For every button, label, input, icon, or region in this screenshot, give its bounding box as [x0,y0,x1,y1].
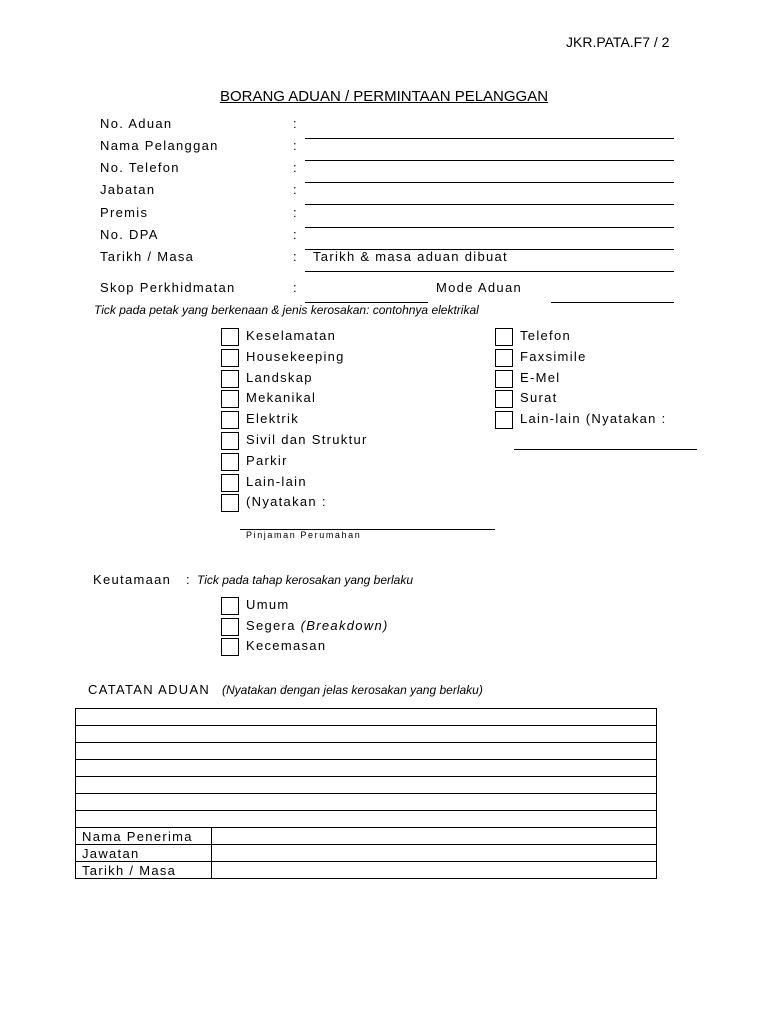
field-input-no-telefon[interactable] [305,182,674,183]
receiver-label-jawatan: Jawatan [76,845,212,862]
tick-instruction: Tick pada petak yang berkenaan & jenis kerosakan: contohnya elektrikal [94,303,479,317]
receiver-label-nama-penerima: Nama Penerima [76,828,212,845]
notes-row[interactable] [76,709,657,726]
notes-table [75,708,657,879]
receiver-input-nama-penerima[interactable] [212,828,657,845]
notes-row[interactable] [76,777,657,794]
option-nyatakan: (Nyatakan : [246,494,327,509]
checkbox-e-mel[interactable] [495,370,513,388]
field-input-premis[interactable] [305,227,674,228]
mode-nyatakan-input[interactable] [514,449,697,450]
priority-colon: : [186,572,191,587]
field-colon: : [293,160,298,175]
priority-option-segera [246,618,389,633]
checkbox-kecemasan[interactable] [221,638,239,656]
field-colon: : [293,138,298,153]
mode-option-telefon: Telefon [520,328,572,343]
checkbox-faxsimile[interactable] [495,349,513,367]
receiver-row [76,862,657,879]
form-code: JKR.PATA.F7 / 2 [566,34,670,50]
notes-row[interactable] [76,726,657,743]
field-label-nama-pelanggan: Nama Pelanggan [100,138,219,153]
mode-option-faxsimile: Faxsimile [520,349,587,364]
notes-heading: CATATAN ADUAN [88,682,211,697]
field-label-tarikh-masa: Tarikh / Masa [100,249,195,264]
field-label-premis: Premis [100,205,149,220]
field-label-no-telefon: No. Telefon [100,160,180,175]
field-value-tarikh-masa: Tarikh & masa aduan dibuat [313,249,508,264]
skop-label: Skop Perkhidmatan [100,280,236,295]
checkbox-umum[interactable] [221,597,239,615]
checkbox-surat[interactable] [495,390,513,408]
receiver-row [76,845,657,862]
page-title: BORANG ADUAN / PERMINTAAN PELANGGAN [219,88,549,105]
checkbox-mode-lain-lain[interactable] [495,411,513,429]
segera-text: Segera [246,618,296,633]
field-input-jabatan[interactable] [305,204,674,205]
field-label-jabatan: Jabatan [100,182,156,197]
mode-option-surat: Surat [520,390,558,405]
priority-option-kecemasan: Kecemasan [246,638,327,653]
field-colon: : [293,249,298,264]
notes-row[interactable] [76,743,657,760]
mode-option-e-mel: E-Mel [520,370,561,385]
receiver-row [76,828,657,845]
breakdown-text: (Breakdown) [300,618,389,633]
field-colon: : [293,227,298,242]
mode-label: Mode Aduan [436,280,523,295]
field-colon: : [293,182,298,197]
priority-instruction: Tick pada tahap kerosakan yang berlaku [197,573,414,587]
checkbox-mekanikal[interactable] [221,390,239,408]
option-parkir: Parkir [246,453,288,468]
option-mekanikal: Mekanikal [246,390,317,405]
checkbox-parkir[interactable] [221,453,239,471]
field-input-no-aduan[interactable] [305,138,674,139]
skop-colon: : [293,280,298,295]
receiver-input-tarikh-masa[interactable] [212,862,657,879]
field-colon: : [293,205,298,220]
option-housekeeping: Housekeeping [246,349,345,364]
notes-row[interactable] [76,794,657,811]
checkbox-landskap[interactable] [221,370,239,388]
checkbox-segera[interactable] [221,618,239,636]
priority-label: Keutamaan [93,572,172,587]
mode-option-lain-lain: Lain-lain (Nyatakan : [520,411,667,426]
checkbox-housekeeping[interactable] [221,349,239,367]
checkbox-lain-lain[interactable] [221,474,239,492]
receiver-input-jawatan[interactable] [212,845,657,862]
option-lain-lain: Lain-lain [246,474,307,489]
field-input-tarikh-masa[interactable] [305,271,674,272]
option-keselamatan: Keselamatan [246,328,337,343]
checkbox-telefon[interactable] [495,328,513,346]
notes-row[interactable] [76,760,657,777]
notes-row[interactable] [76,811,657,828]
option-sivil-struktur: Sivil dan Struktur [246,432,368,447]
priority-option-umum: Umum [246,597,290,612]
option-elektrik: Elektrik [246,411,300,426]
checkbox-sivil-struktur[interactable] [221,432,239,450]
mode-input[interactable] [551,302,674,303]
checkbox-elektrik[interactable] [221,411,239,429]
option-landskap: Landskap [246,370,313,385]
checkbox-keselamatan[interactable] [221,328,239,346]
field-label-no-aduan: No. Aduan [100,116,173,131]
damage-note: Pinjaman Perumahan [246,530,362,540]
notes-instruction: (Nyatakan dengan jelas kerosakan yang berlaku) [222,683,483,697]
field-colon: : [293,116,298,131]
checkbox-nyatakan[interactable] [221,494,239,512]
receiver-label-tarikh-masa: Tarikh / Masa [76,862,212,879]
field-input-nama-pelanggan[interactable] [305,160,674,161]
field-label-no-dpa: No. DPA [100,227,159,242]
